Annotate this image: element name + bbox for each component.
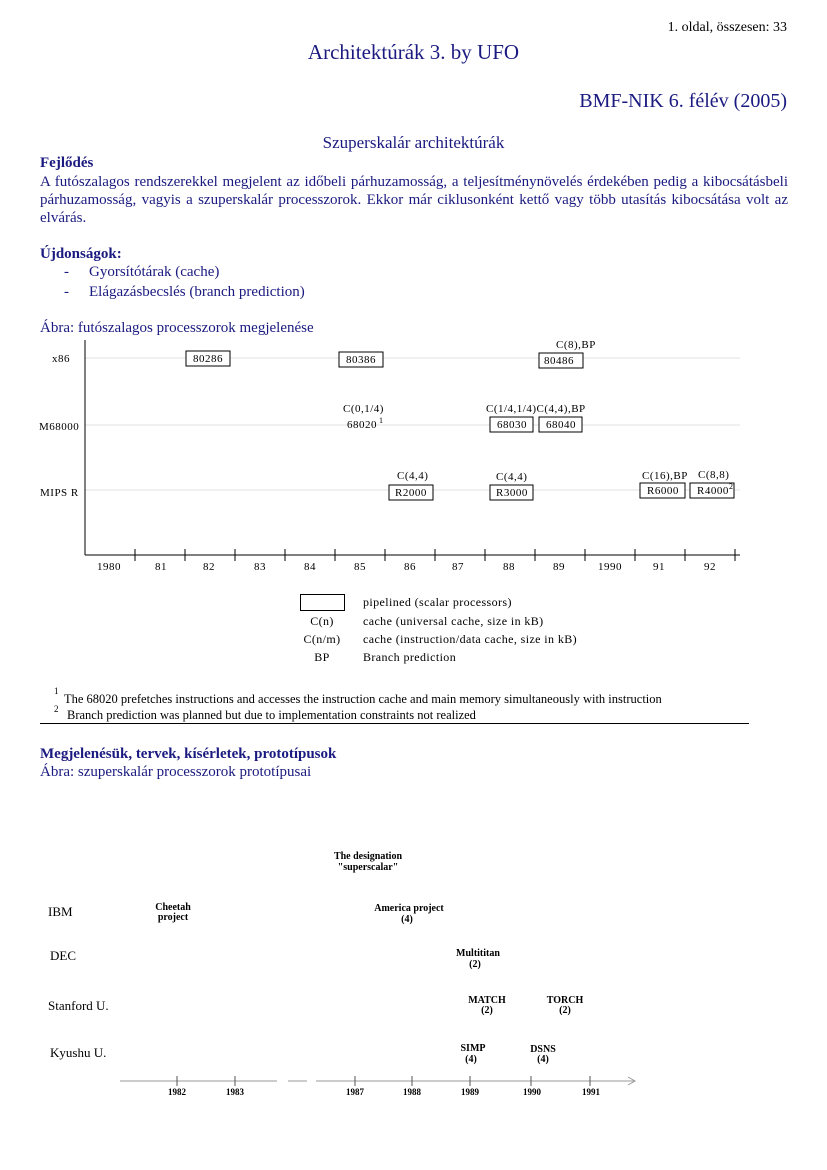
timeline-year: 1988	[403, 1087, 421, 1097]
fejlodes-paragraph: A futószalagos rendszerekkel megjelent az időbeli párhuzamosság, a teljesítménynövelés érdekében pedig a kibocsátásbeli párhuzamosság, vagyis a szuperskalár processzorok. Ekkor már ciklusonként kettő vagy több utasítás kibocsátása volt az elvárás.	[40, 174, 788, 226]
footnote-marker: 2	[729, 482, 734, 491]
project-multititan: (2)	[469, 959, 481, 970]
section2-heading: Megjelenésük, tervek, kísérletek, prototípusok	[40, 746, 337, 762]
project-match: MATCH	[468, 995, 506, 1006]
processor-label: R6000	[647, 485, 679, 497]
legend-branch-prediction: Branch prediction	[363, 650, 457, 664]
designation-label: "superscalar"	[337, 862, 399, 873]
x-tick-labels	[97, 561, 716, 573]
legend-cache-universal: cache (universal cache, size in kB)	[363, 614, 544, 628]
footnote-text: Branch prediction was planned but due to implementation constraints not realized	[67, 708, 476, 722]
footnote-number: 1	[54, 686, 59, 696]
project-simp: SIMP	[460, 1043, 486, 1054]
document-title: Architektúrák 3. by UFO	[307, 40, 520, 64]
cache-annotation: C(4,4)	[397, 470, 429, 482]
project-cheetah: project	[157, 912, 189, 923]
timeline-year: 1987	[346, 1087, 364, 1097]
year-label: 88	[503, 561, 515, 573]
pipeline-timeline-figure	[30, 335, 760, 585]
list-dash: -	[64, 284, 69, 300]
superscalar-prototypes-figure	[40, 840, 660, 1110]
row-label-kyushu: Kyushu U.	[50, 1045, 107, 1060]
year-label: 89	[553, 561, 565, 573]
processor-label: 80386	[346, 354, 376, 366]
cache-annotation: C(1/4,1/4)C(4,4),BP	[486, 403, 586, 415]
footnote-text: The 68020 prefetches instructions and accesses the instruction cache and main memory simultaneously with instruction	[64, 692, 662, 706]
row-label-mips: MIPS R	[40, 487, 79, 499]
cache-annotation: C(0,1/4)	[343, 403, 384, 415]
project-cheetah: Cheetah	[155, 902, 191, 913]
year-label: 85	[354, 561, 366, 573]
figure1-caption: Ábra: futószalagos processzorok megjelenése	[40, 320, 314, 336]
legend-symbol-bp: BP	[314, 650, 330, 664]
project-torch: (2)	[559, 1005, 571, 1016]
processor-label: 80486	[544, 355, 574, 367]
processor-label: 80286	[193, 353, 223, 365]
year-label: 91	[653, 561, 665, 573]
legend-box-symbol	[300, 594, 345, 611]
timeline-year: 1991	[582, 1087, 600, 1097]
processor-label: 68040	[546, 419, 576, 431]
cache-annotation: C(8,8)	[698, 469, 730, 481]
year-label: 87	[452, 561, 464, 573]
project-multititan: Multititan	[456, 948, 500, 959]
row-label-dec: DEC	[50, 948, 76, 963]
timeline-year: 1982	[168, 1087, 186, 1097]
cache-annotation: C(8),BP	[556, 339, 596, 351]
legend-cache-split: cache (instruction/data cache, size in kB)	[363, 632, 578, 646]
footnote-marker: 1	[379, 416, 384, 425]
year-label: 92	[704, 561, 716, 573]
processor-label: 68030	[497, 419, 527, 431]
row-label-m68000: M68000	[39, 421, 80, 433]
fejlodes-heading: Fejlődés	[40, 155, 94, 171]
year-label: 83	[254, 561, 266, 573]
row-label-x86: x86	[52, 353, 70, 365]
year-label: 1980	[97, 561, 121, 573]
timeline-axis	[120, 1077, 635, 1085]
cache-annotation: C(16),BP	[642, 470, 688, 482]
cache-annotation: C(4,4)	[496, 471, 528, 483]
year-label: 81	[155, 561, 167, 573]
row-label-ibm: IBM	[48, 904, 73, 919]
list-item	[64, 284, 305, 301]
year-label: 1990	[598, 561, 622, 573]
timeline-year: 1990	[523, 1087, 541, 1097]
row-label-stanford: Stanford U.	[48, 998, 109, 1013]
legend-symbol-cnm: C(n/m)	[303, 632, 341, 646]
processor-label: R4000	[697, 485, 729, 497]
designation-label: The designation	[333, 851, 403, 862]
legend-symbol-cn: C(n)	[310, 614, 334, 628]
project-torch: TORCH	[546, 995, 584, 1006]
footnote-number: 2	[54, 704, 59, 714]
project-dsns: DSNS	[530, 1044, 556, 1055]
timeline-year: 1983	[226, 1087, 244, 1097]
timeline-year: 1989	[461, 1087, 479, 1097]
list-item-text: Gyorsítótárak (cache)	[89, 264, 220, 280]
year-label: 86	[404, 561, 416, 573]
figure2-caption: Ábra: szuperskalár processzorok prototípusai	[40, 764, 312, 780]
ujdonsagok-heading: Újdonságok:	[40, 246, 122, 262]
year-label: 84	[304, 561, 316, 573]
list-item	[64, 264, 220, 281]
project-dsns: (4)	[537, 1054, 549, 1065]
project-america: America project	[374, 903, 444, 914]
section-title: Szuperskalár architektúrák	[322, 133, 505, 152]
processor-label: R3000	[496, 487, 528, 499]
footnote-divider	[40, 723, 749, 724]
project-simp: (4)	[465, 1054, 477, 1065]
page-counter: 1. oldal, összesen: 33	[667, 20, 787, 35]
processor-label: R2000	[395, 487, 427, 499]
document-subtitle: BMF-NIK 6. félév (2005)	[579, 90, 787, 112]
legend-pipelined: pipelined (scalar processors)	[363, 595, 512, 609]
processor-label: 68020	[347, 419, 377, 431]
year-label: 82	[203, 561, 215, 573]
project-america: (4)	[401, 914, 413, 925]
list-item-text: Elágazásbecslés (branch prediction)	[89, 284, 305, 300]
project-match: (2)	[481, 1005, 493, 1016]
list-dash: -	[64, 264, 69, 280]
